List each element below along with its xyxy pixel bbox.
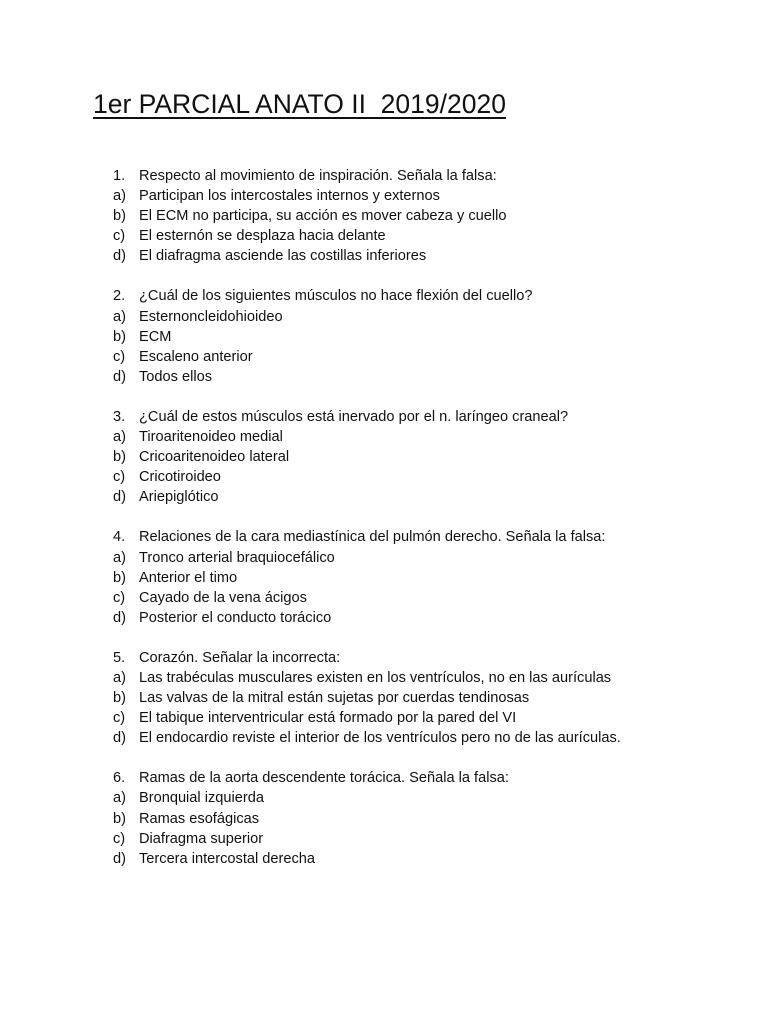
option-text: Las trabéculas musculares existen en los ventrículos, no en las aurículas [139, 669, 612, 686]
option-text: Las valvas de la mitral están sujetas por cuerdas tendinosas [139, 690, 530, 707]
option-text: Ariepiglótico [139, 489, 219, 506]
option-text: El esternón se desplaza hacia delante [139, 228, 386, 245]
option-letter: d) [113, 609, 126, 626]
option-letter: d) [113, 489, 126, 506]
answer-option [113, 226, 733, 246]
option-text: Cayado de la vena ácigos [139, 589, 307, 606]
option-text: Bronquial izquierda [139, 790, 264, 807]
option-text: Escaleno anterior [139, 348, 253, 365]
answer-option [113, 427, 733, 447]
option-text: Cricotiroideo [139, 469, 221, 486]
answer-option [113, 307, 733, 327]
option-letter: a) [113, 669, 126, 686]
answer-option [113, 367, 733, 387]
option-letter: c) [113, 469, 126, 486]
question-number: 4. [113, 529, 126, 546]
answer-option [113, 447, 733, 467]
question-prompt-line [113, 768, 733, 788]
option-text: Tercera intercostal derecha [139, 850, 316, 867]
option-text: Cricoaritenoideo lateral [139, 449, 290, 466]
option-letter: c) [113, 348, 126, 365]
answer-option [113, 568, 733, 588]
answer-option [113, 728, 733, 748]
option-text: Esternoncleidohioideo [139, 308, 283, 325]
question-prompt: Relaciones de la cara mediastínica del pulmón derecho. Señala la falsa: [139, 529, 606, 546]
answer-option [113, 668, 733, 688]
answer-option [113, 708, 733, 728]
option-text: El endocardio reviste el interior de los ventrículos pero no de las aurículas. [139, 730, 621, 747]
question-number: 1. [113, 168, 126, 184]
question-prompt: ¿Cuál de los siguientes músculos no hace flexión del cuello? [139, 288, 533, 305]
option-text: Participan los intercostales internos y externos [139, 188, 440, 205]
option-letter: a) [113, 429, 126, 446]
document-title: 1er PARCIAL ANATO II 2019/2020 [93, 89, 506, 119]
question-prompt-line [113, 527, 733, 547]
question-number: 3. [113, 408, 126, 425]
question-prompt: ¿Cuál de estos músculos está inervado por el n. laríngeo craneal? [139, 408, 569, 425]
question-3 [113, 407, 733, 507]
answer-option [113, 246, 733, 266]
option-letter: d) [113, 730, 126, 747]
answer-option [113, 186, 733, 206]
question-prompt-line [113, 166, 733, 186]
option-letter: a) [113, 188, 126, 205]
option-letter: b) [113, 208, 126, 225]
option-letter: b) [113, 569, 126, 586]
answer-option [113, 467, 733, 487]
option-text: El diafragma asciende las costillas inferiores [139, 248, 427, 265]
option-letter: b) [113, 328, 126, 345]
question-prompt: Respecto al movimiento de inspiración. Señala la falsa: [139, 168, 497, 184]
option-text: Ramas esofágicas [139, 810, 260, 827]
question-prompt: Corazón. Señalar la incorrecta: [139, 649, 341, 666]
question-prompt: Ramas de la aorta descendente torácica. Señala la falsa: [139, 770, 509, 787]
option-text: Todos ellos [139, 368, 213, 385]
option-text: Tiroaritenoideo medial [139, 429, 283, 446]
option-letter: b) [113, 449, 126, 466]
question-2 [113, 286, 733, 386]
option-letter: d) [113, 248, 126, 265]
option-letter: d) [113, 850, 126, 867]
option-text: ECM [139, 328, 172, 345]
answer-option [113, 809, 733, 829]
question-number: 6. [113, 770, 126, 787]
option-letter: a) [113, 549, 126, 566]
answer-option [113, 206, 733, 226]
option-text: Tronco arterial braquiocefálico [139, 549, 335, 566]
question-prompt-line [113, 286, 733, 306]
question-number: 2. [113, 288, 126, 305]
answer-option [113, 688, 733, 708]
answer-option [113, 347, 733, 367]
answer-option [113, 829, 733, 849]
option-letter: b) [113, 690, 126, 707]
question-prompt-line [113, 648, 733, 668]
answer-option [113, 849, 733, 869]
option-text: El ECM no participa, su acción es mover cabeza y cuello [139, 208, 507, 225]
question-prompt-line [113, 407, 733, 427]
option-letter: d) [113, 368, 126, 385]
option-text: Anterior el timo [139, 569, 238, 586]
question-1 [113, 166, 733, 266]
option-letter: c) [113, 589, 126, 606]
option-letter: a) [113, 308, 126, 325]
answer-option [113, 487, 733, 507]
option-letter: a) [113, 790, 126, 807]
answer-option [113, 588, 733, 608]
answer-option [113, 788, 733, 808]
option-text: Posterior el conducto torácico [139, 609, 332, 626]
option-letter: c) [113, 710, 126, 727]
question-6 [113, 768, 733, 868]
question-list [113, 166, 733, 889]
answer-option [113, 608, 733, 628]
option-text: Diafragma superior [139, 830, 264, 847]
answer-option [113, 548, 733, 568]
question-5 [113, 648, 733, 748]
option-letter: c) [113, 830, 126, 847]
option-letter: c) [113, 228, 126, 245]
answer-option [113, 327, 733, 347]
question-number: 5. [113, 649, 126, 666]
option-text: El tabique interventricular está formado por la pared del VI [139, 710, 517, 727]
question-4 [113, 527, 733, 627]
option-letter: b) [113, 810, 126, 827]
